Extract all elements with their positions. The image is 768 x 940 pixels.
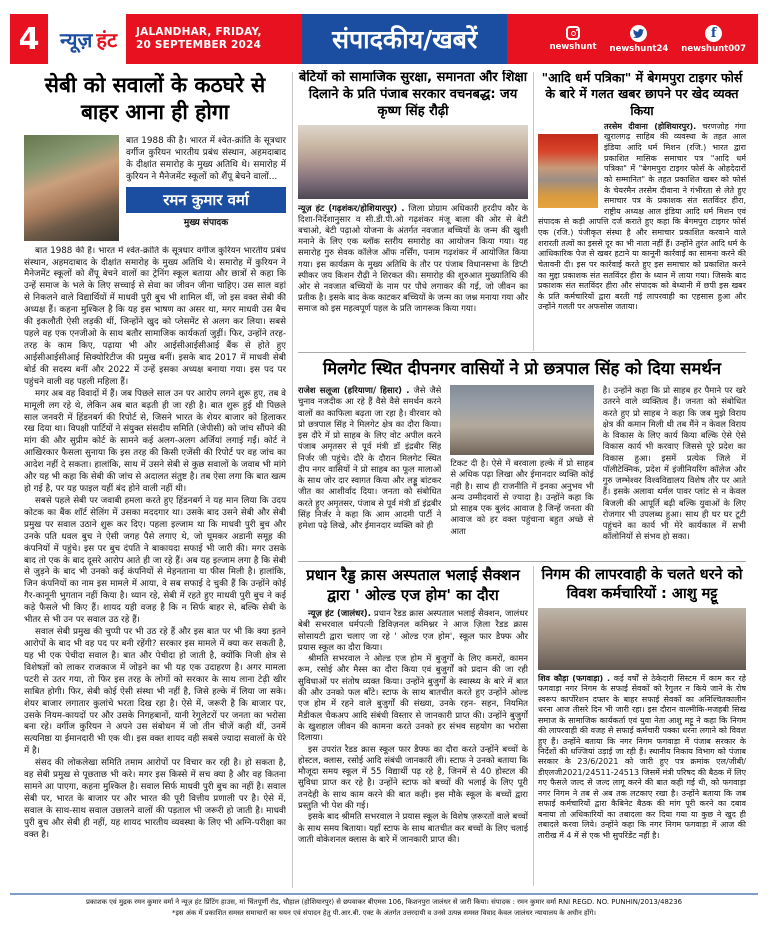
dateline (126, 14, 272, 64)
adi-dharm-article (538, 70, 746, 351)
column-divider-left (292, 72, 293, 888)
column-divider-right-bottom (533, 566, 534, 886)
editorial-paragraph: मगर अब वह विवादों में हैं। जब पिछले साल उन पर आरोप लगने शुरू हुए, तब वे मामूली लग रहे थे, लेकिन अब बात बढ़ती ही जा रही है। बात शुरू हुई थी पिछले साल जनवरी में हिंडनबर्ग की रिपोर्ट से, जिसने भारत के शेयर बाजार को हिलाकर रख दिया था। विपक्षी पार्टियों ने संयुक्त संसदीय समिति (जेपीसी) को जांच सौंपने की मांग की और सुप्रीम कोर्ट के सामने कई अलग-अलग अर्जियां लगाई गईं। कोर्ट ने आखिरकार फैसला सुनाया कि इस तरह की किसी एजेंसी की रिपोर्ट पर वह जांच का आदेश नहीं दे सकता। हालांकि, साथ में उसने सेबी से कुछ सवालों के जवाब भी मांगे और यह भी कहा कि सेबी की जांच से अदालत संतुष्ट है। तब ऐसा लगा कि बात खत्म हो गई है, पर यह फाइल यहीं बंद होने वाली नहीं थी। (24, 388, 286, 495)
imprint-line2: *इस अंक में प्रकाशित समस्त समाचारों का चयन एवं संपादन हेतु पी.आर.बी. एक्ट के अंतर्गत उत्तरदायी व उनसे उत्पन्न समस्त विवाद केवल जालंधर न्यायालय के अधीन होंगे। (172, 909, 596, 918)
betiyan-byline: न्यूज़ हंट (गढ़शंकर/होशियारपुर) . (298, 202, 405, 213)
milgate-col3 (603, 385, 746, 543)
betiyan-text: जिला प्रोग्राम अधिकारी हरदीप कौर के दिशा-निर्देशानुसार व सी.डी.पी.ओ गढ़शंकर मंजू बाला की ओर से बेटी बचाओ, बेटी पढ़ाओ योजना के अंतर्गत नवजात बच्चियों के जन्म की खुशी मनाने के लिए एक ब्लॉक स्तरीय समारोह का आयोजन किया गया। यह समारोह गुरु सेवक कॉलेज ऑफ नर्सिंग, पनाम गढ़शंकर में आयोजित किया गया। इस कार्यक्रम के मुख्य अतिथि के तौर पर पंजाब विधानसभा के डिप्टी स्पीकर जय किशन रौढ़ी ने शिरकत की। समारोह की शुरुआत मुख्यातिथि की ओर से नवजात बच्चियों के नाम पर पौधे लगाकर की गई, जो जीवन का प्रतीक है। इसके बाद केक काटकर बच्चियों के जन्म का जश्न मनाया गया और समाज को इस महत्वपूर्ण पहल के प्रति जागरूक किया गया। (298, 202, 528, 314)
redcross-paragraph: इस उपरांत रैडड क्रास स्कूल फार डैफ्फ का दौरा करते उन्होंने बच्चों के होस्टल, क्लास, रसोई आदि संबंधी जानकारी ली। स्टाफ ने उनको बताया कि मौजूदा समय स्कूल में 55 विद्यार्थी पढ़ रहे है, जिनमें से 40 होस्टल की सुविधा प्राप्त कर रहे है। उन्होंने स्टाफ को बच्चों की भलाई के लिए पूरी तनदेही के साथ काम करने की बात कही। इस मौके स्कूल के बच्चों द्वारा प्रस्तुति भी पेश की गई। (298, 744, 528, 812)
turban-man-photo (538, 134, 598, 208)
milgate-text-1: जैसे जैसे चुनाव नजदीक आ रहे हैं वैसे वैसे समर्थन करने वालों का काफिला बढ़ता जा रहा है। वीरवार को प्रो छत्रपाल सिंह ने मिलगेट क्षेत्र का दौरा किया। इस दौरे में प्रो साहब के लिए वोट अपील करने पंजाब अमृतसर से पूर्व मंत्री डॉ इंद्रबीर सिंह निर्जर जी पहुंचे। दौरे के दौरान मिलगेट स्थित दीप नगर वासियों ने प्रो साहब का फूल मालाओं के साथ जोर दार स्वागत किया और लड्डू बांटकर जीत का आशीर्वाद दिया। जनता को संबोधित करते हुए अमृतसर, पंजाब से पूर्व मंत्री डॉ इंद्रबीर सिंह निर्जर ने कहा कि आम आदमी पार्टी ने हमेशा पढ़े लिखे, और ईमानदार व्यक्ति को ही (298, 385, 442, 530)
imprint (10, 897, 758, 919)
social-links (538, 14, 758, 64)
nigam-text: कई वर्षों से ठेकेदारी सिस्टम में काम कर रहे फगवाड़ा नगर निगम के सफाई सेवकों को रैगुलर न किये जाने के रोष स्वरूप कार्पोरेशन दफ्तर के बाहर सफाई सेवकों का अनिश्चितकालीन धरना आज तीसरे दिन भी जारी रहा। इस दौरान वाल्मीकि-मजहबी सिख समाज के सामाजिक कार्यकर्ता एवं युवा नेता आशु मट्टू ने कहा कि निगम की लापरवाही की वजह से सफाई कर्मचारी पक्का धरना लगाने को विवश हुए हैं। उन्होंने बताया कि नगर निगम फगवाड़ा में पंजाब सरकार के निर्देशों की धज्जियां उड़ाई जा रही हैं। स्थानीय निकाय विभाग को पंजाब सरकार के 23/6/2021 को जारी हुए पत्र क्रमांक एल/जीबी/डीएलजी2021/24511-24513 जिसमें मंत्री परिषद की बैठक में लिए गए फैसले जल्द से जल्द लागू करने की बात कही गई थी, को फगवाड़ा नगर निगम ने तब से अब तक लटकाए रखा है। उन्होंने बताया कि जब सफाई कर्मचारियों द्वारा कैबिनेट बैठक की मांग पूरी करने का दबाव बनाया तो अधिकारियों का तबादला कर दिया गया या कुछ ने खुद ही तबादले करवा लिये। उन्होंने कहा कि नगर निगम फगवाड़ा में आज की तारीख में 4 में से एक भी सुपरिंडेंट नहीं है। (538, 673, 746, 840)
milgate-col3-text: है। उन्होंने कहा कि प्रो साहब हर पैमाने पर खरे उतरने वाले व्यक्तित्व हैं। जनता को संबोधित करते हुए प्रो साहब ने कहा कि जब मुझे विराय क्षेत्र की कमान मिली थी तब मैंने न केवल विराय के विकास के लिए कार्य किया बल्कि ऐसे ऐसे विकास कार्य भी करवाए जिससे पूरे प्रदेश का विकास हुआ। इसमें प्रत्येक जिले में पॉलीटेक्निक, प्रदेश में इंजीनियरिंग कॉलेज और गुरु जम्भेश्वर विश्वविद्यालय विशेष तौर पर आते हैं। इसके अलावा थर्मल पावर प्लांट से न केवल बिजली की आपूर्ति बढ़ी बल्कि युवाओं के लिए रोजगार भी उपलब्ध हुआ। साथ ही घर घर टूटी पहुंचने का कार्य भी मेरे कार्यकाल में सभी कॉलोनियों से संभव हो सका। (602, 385, 746, 542)
adi-dharm-headline: "आदि धर्म पत्रिका" में बेगमपुरा टाइगर फोर्स के बारे में गलत खबर छापने पर खेद व्यक्त किया (541, 70, 743, 118)
adi-dharm-byline: तरसेम दीवाना (होशियारपुर). (604, 121, 697, 131)
facebook-icon: f (705, 25, 722, 42)
twitter-handle: newshunt24 (609, 43, 669, 54)
dateline-date: 20 SEPTEMBER 2024 (136, 39, 262, 51)
adi-dharm-text: चरणजोह गंगा खुरालगढ़ साहिब की व्यवस्था के तहत आल इंडिया आदि धर्म मिशन (रजि.) भारत द्वारा प्रकाशित मासिक समाचार पत्र "आदि धर्म पत्रिका" में "बेगमपुरा टाइगर फोर्स के ओहदेदारों को सम्मानित" के तहत प्रकाशित खबर को फोर्स के चेयरमैन तरसेम दीवाना ने गंभीरता से लेते हुए समाचार पत्र के प्रकाशक संत सतविंदर हीरा, राष्ट्रीय अध्यक्ष आल इंडिया आदि धर्म मिशन एवं संपादक से कड़ी आपत्ति दर्ज कराते हुए कहा कि बेगमपुरा टाइगर फोर्स एक (रजि.) पंजीकृत संस्था है और समाचार प्रकाशित करवाने वाले शरारती तत्वों का इससे दूर का भी नाता नहीं हैं। उन्होंने तुरंत आदि धर्म के आधिकारिक पेज से खबर हटाने या कानूनी कार्रवाई का सामना करने की चेतावनी दी। इस पर कार्रवाई करते हुए इस समाचार को प्रकाशित करने का मुद्दा प्रकाशक संत सतविंदर हीरा के ध्यान में लाया गया। जिसके बाद प्रकाशक संत सतविंदर हीरा और संपादक को बेध्यानी में छपी इस खबर के प्रति कर्मचारियों द्वारा बरती गई लापरवाही का एहसास हुआ और उन्होंने गलती पर अफसोस जताया। (538, 121, 746, 312)
masthead (10, 14, 758, 64)
milgate-byline: राजेश सलूजा (हरियाणा/ हिसार) . (298, 385, 410, 395)
editorial-lead-right (126, 135, 286, 241)
instagram-icon (566, 26, 580, 40)
social-instagram[interactable] (550, 26, 597, 52)
editorial-article (24, 72, 286, 890)
editorial-headline: सेबी को सवालों के कठघरे से बाहर आना ही होगा (44, 73, 266, 125)
author-name: रमन कुमार वर्मा (126, 187, 286, 213)
redcross-article (298, 566, 528, 888)
betiyan-article (298, 70, 528, 351)
milgate-article (298, 356, 746, 559)
masthead-spacer (507, 14, 537, 64)
betiyan-body (298, 203, 528, 315)
milgate-headline: मिलगेट स्थित दीपनगर वासियों ने प्रो छत्रपाल सिंह को दिया समर्थन (322, 359, 722, 378)
protest-crowd-photo (538, 608, 746, 670)
milgate-col2 (450, 385, 593, 543)
redcross-body (298, 609, 528, 846)
author-role: मुख्य संपादक (183, 218, 229, 229)
editorial-paragraph: संसद की लोकलेखा समिति तमाम आरोपों पर विचार कर रही है। हो सकता है, वह सेबी प्रमुख से पूछताछ भी करे। मगर इस किस्से में सच क्या है और वह कितना सामने आ पाएगा, कहना मुश्किल है। सवाल सिर्फ माधवी पुरी बुच का नहीं है। सवाल सेबी पर, भारत के बाजार पर और भारत की पूरी वित्तीय प्रणाली पर है। ऐसे में, सवाल के साथ-साथ सवाल उछालने वालों की पड़ताल भी जरूरी हो जाती है। माधवी पुरी बुच और सेबी ही नहीं, यह शायद भारतीय व्यवस्था के लिए भी अग्नि-परीक्षा का वक्त है। (24, 758, 286, 840)
betiyan-headline: बेटियों को सामाजिक सुरक्षा, समानता और शिक्षा दिलाने के प्रति पंजाब सरकार वचनबद्ध: जय कृष्ण सिंह रौढ़ी (298, 70, 528, 119)
editorial-lead (24, 135, 286, 241)
redcross-paragraph: श्रीमति सभरवाल ने ओल्ड एज होम में बुजुर्गों के लिए कमरों, कामन रूम, रसोई और मैस्स का दौरा किया एवं बुजुर्गों को प्रदान की जा रही सुविधाओं पर संतोष व्यक्त किया। उन्होंने बुजुर्गों के स्वास्थ्य के बारे में बात की और उनको फल बाँटे। स्टाफ के साथ बातचीत करते हुए उन्होंने ओल्ड एज होम में रहने वाले बुजुर्गों की संख्या, उनके रहन- सहन, नियमित मैडीकल चैकअप आदि संबंधी विस्तार से जानकारी प्राप्त की। उन्होंने बुजुर्गों के खुशहाल जीवन की कामना करते उनको हर संभव सहयोग का भरोसा दिलाया। (298, 654, 528, 744)
milgate-col1 (298, 385, 441, 543)
facebook-handle: newshunt007 (681, 43, 746, 54)
section-title: संपादकीय/खबरें (302, 14, 507, 64)
twitter-icon (630, 25, 647, 42)
milgate-col2-text: टिकट दी है। ऐसे में बरवाला हल्के में प्रो साहब से अधिक पढ़ा लिखा और ईमानदार व्यक्ति कोई नही है। साथ ही राजनीति में इनका अनुभव भी अन्य उम्मीदवारों से ज्यादा है। उन्होंने कहा कि प्रो साहब एक बुलंद आवाज है जिन्हें जनता की आवाज को हर वक्त पहुंचाना बहुत अच्छे से आता (450, 458, 594, 536)
redcross-paragraph (298, 609, 528, 654)
editorial-paragraph: बात 1988 की है। भारत में श्वेत-क्रांति के सूत्रधार वर्गीज कुरियन भारतीय प्रबंध संस्थान, अहमदाबाद के दीक्षांत समारोह के मुख्य अतिथि थे। समारोह में कुरियन ने मैनेजमेंट स्कूलों को शैंपू बेचने वालों का ट्रेनिंग स्कूल बताया और छात्रों से कहा कि उन्हें समाज के भले के लिए सच्चाई से सेवा का जीवन जीना चाहिए। उस साल वहां से निकलने वाले विद्यार्थियों में माधवी पुरी बुच भी शामिल थीं, जो इस वक्त सेबी की अध्यक्ष हैं। कहना मुश्किल है कि यह इस भाषण का असर था, मगर माधवी उस बैच की इकलौती ऐसी लड़की थीं, जिन्होंने खुद को प्लेसमेंट से अलग कर लिया। सबसे पहले वह एक एनजीओ के साथ बतौर सामाजिक कार्यकर्ता जुड़ीं। फिर, उन्होंने तरह-तरह के काम किए, पढ़ाया भी और आईसीआईसीआई बैंक से होते हुए आईसीआईसीआई सिक्योरिटीज की प्रमुख बनीं। इसके बाद 2017 में माधवी सेबी बोर्ड की सदस्य बनीं और 2022 में उन्हें इसका अध्यक्ष बनाया गया। इस पद पर पहुंचने वाली वह पहली महिला हैं। (24, 245, 286, 387)
imprint-line1: प्रकाशक एवं मुद्रक रमन कुमार वर्मा ने न्यूज़ हंट प्रिंटिंग हाउस, मां चिंतपूर्णी रोड, चौहाल (होशियारपुर) से छपवाकर बीएमस 106, किशनपुरा जालंधर से जारी किया। संपादक : रमन कुमार वर्मा RNI REGD. NO. PUNHIN/2013/48236 (85, 898, 683, 906)
nigam-headline: निगम की लापरवाही के चलते धरने को विवश कर्मचारियों : आशु मट्टू (541, 567, 743, 602)
editorial-paragraph: सवाल सेबी प्रमुख की चुप्पी पर भी उठ रहे हैं और इस बात पर भी कि क्या इतने आरोपों के बाद भी वह पद पर बनी रहेंगी? सरकार इस मामले में क्या कर सकती है, यह भी एक पेचीदा सवाल है। बात और पेचीदा हो जाती है, क्योंकि निजी क्षेत्र से विशेषज्ञों को लाकर राजकाज में जोड़ने का भी यह एक उदाहरण है। अगर मामला पटरी से उतर गया, तो फिर इस तरह के लोगों को सरकार के साथ लाना टेढ़ी खीर साबित होगी। फिर, सेबी कोई ऐसी संस्था भी नहीं है, जिसे हल्के में लिया जा सके। शेयर बाजार लगातार कुलांचे भरता दिख रहा है। ऐसे में, जरूरी है कि बाजार पर, उसके नियम-कायदों पर और उसके निगहबानों, यानी रेगुलेटरों पर जनता का भरोसा बना रहे। वर्गीज कुरियन ने अपने उस संबोधन में जो तीन चीजें कही थीं, उनमें सत्यनिष्ठा या ईमानदारी भी एक थी। इस वक्त शायद वही सबसे ज्यादा सवालों के घेरे में है। (24, 627, 286, 757)
nigam-article (538, 566, 746, 888)
redcross-paragraph: इसके बाद श्रीमति सभरवाल ने प्रयास स्कूल के विशेष ज़रूरतों वाले बच्चों के साथ समय बिताया। यहाँ स्टाफ के साथ बातचीत कर बच्चों के लिए चलाई जाती वोकेशनल क्लास के बारे में जानकारी प्राप्त की। (298, 812, 528, 845)
milgate-columns (298, 385, 746, 543)
nigam-byline: शिव कौड़ा (फगवाड़ा) . (538, 673, 611, 683)
instagram-handle: newshunt (549, 42, 597, 52)
newspaper-logo (48, 14, 126, 64)
redcross-text-1: प्रधान रैडड क्रास अस्पताल भलाई सैक्शन, जालंधर बेबी सभरवाल धर्मपत्नी डिविज़नल कमिश्नर ने आज ज़िला रैडड क्रास सोसायटी द्वारा चलाए जा रहे ' ओल्ड एज होम', स्कूल फार डैफ्फ और प्रयास स्कूल का दौरा किया। (298, 609, 528, 653)
social-facebook[interactable] (681, 25, 746, 54)
editorial-body (24, 246, 286, 886)
logo-word-2: हंट (96, 27, 118, 52)
redcross-byline: न्यूज़ हंट (जालंधर). (308, 609, 371, 619)
milgate-col1-text (298, 385, 441, 531)
beti-bachao-event-photo (298, 125, 528, 199)
dateline-city-day: JALANDHAR, FRIDAY, (136, 25, 262, 38)
redcross-headline: प्रधान रैड्ड क्रास अस्पताल भलाई सैक्शन द्वारा ' ओल्ड एज होम' का दौरा (306, 566, 520, 604)
editorial-intro: बात 1988 की है। भारत में श्वेत-क्रांति के सूत्रधार वर्गीज कुरियन भारतीय प्रबंध संस्थान, अहमदाबाद के दीक्षांत समारोह के मुख्य अतिथि थे। समारोह में कुरियन ने मैनेजमेंट स्कूलों को शैंपू बेचने वालों... (126, 135, 286, 182)
adi-dharm-body (538, 122, 746, 313)
deepnagar-visit-photo (450, 385, 593, 455)
footer-rule (10, 893, 758, 895)
editor-portrait-photo (24, 135, 119, 241)
column-divider-right-top (533, 72, 534, 351)
section-rule-top (298, 352, 746, 353)
logo-word-1: न्यूज़ (60, 27, 93, 52)
nigam-body (538, 674, 746, 842)
page-number: 4 (18, 21, 40, 57)
section-rule-bottom (298, 561, 746, 562)
masthead-spacer (272, 14, 302, 64)
editorial-paragraph: सबसे पहले सेबी पर जवाबी हमला करते हुए हिंडनबर्ग ने यह मान लिया कि उदय कोटक का बैंक शॉर्ट सेलिंग में उसका मददगार था। उसके बाद उसने सेबी और सेबी प्रमुख पर सवाल उठाने शुरू कर दिए। पहला इल्जाम था कि माधवी पुरी बुच और उनके पति धवल बुच ने ऐसी जगह पैसे लगाए थे, जो घूमकर अडानी समूह की कंपनियों में पहुंचे। इस पर बुच दंपति ने बाकायदा सफाई भी जारी की। मगर उसके बाद तो एक के बाद दूसरे आरोप आते ही जा रहे हैं। अब यह इल्जाम लगा है कि सेबी से जुड़ने के बाद भी उनको कई कंपनियों से मेहनताना या फीस मिली है। हालांकि, जिन कंपनियों का नाम इस मामले में आया, वे सब सफाई दे चुकी हैं कि उन्होंने कोई गैर-कानूनी भुगतान नहीं किया है। ध्यान रहे, सेबी में रहते हुए माधवी पुरी बुच ने कई कड़े फैसले भी किए हैं। शायद यही वजह है कि न सिर्फ बाहर से, बल्कि सेबी के भीतर से भी उन पर सवाल उठ रहे हैं। (24, 495, 286, 626)
social-twitter[interactable] (610, 25, 669, 54)
